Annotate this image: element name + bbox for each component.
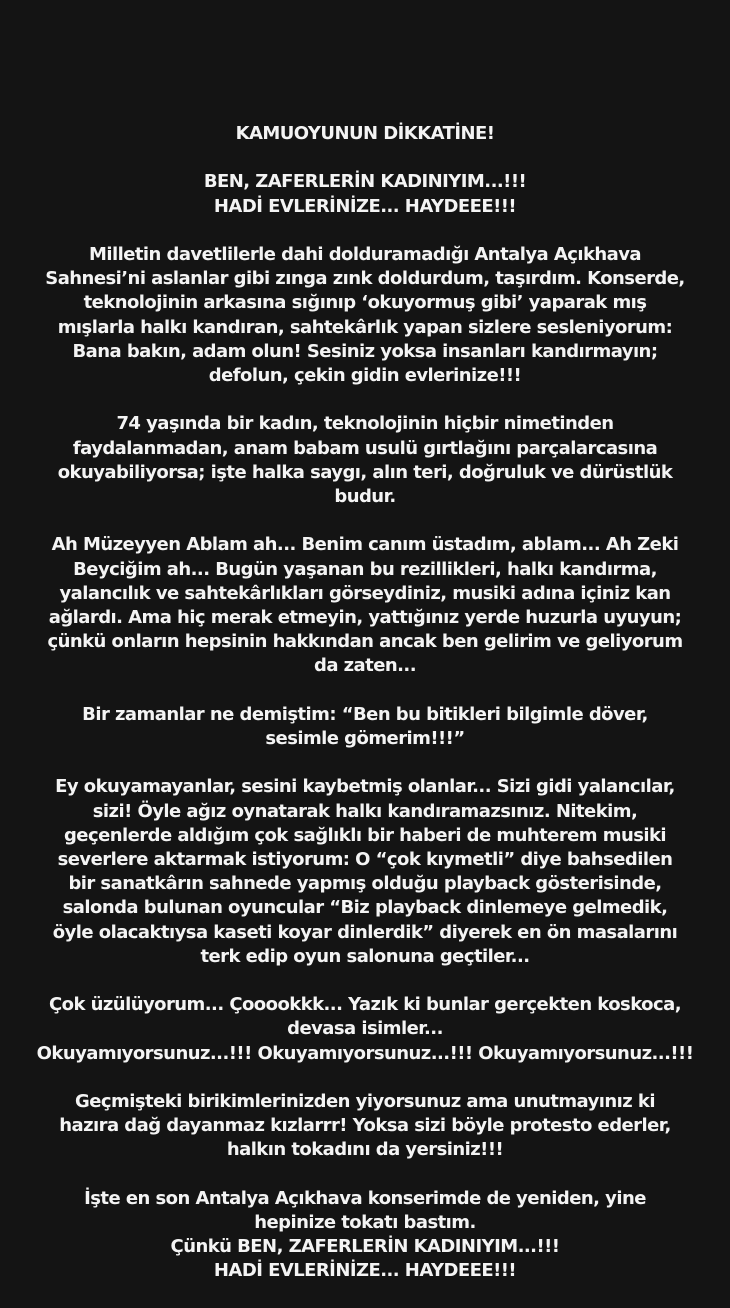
text-line: HADİ EVLERİNİZE... HAYDEEE!!!: [213, 195, 517, 217]
text-line: 74 yaşında bir kadın, teknolojinin hiçbir nimetinden: [116, 413, 614, 435]
text-line: Beyciğim ah... Bugün yaşanan bu rezillikleri, halkı kandırma,: [73, 558, 657, 580]
text-line: Çünkü BEN, ZAFERLERİN KADINIYIM...!!!: [170, 1236, 560, 1258]
text-line: İşte en son Antalya Açıkhava konserimde de yeniden, yine: [84, 1187, 646, 1209]
text-line: devasa isimler...: [287, 1018, 443, 1040]
paragraph: [10, 170, 720, 218]
text-line: hazıra dağ dayanmaz kızlarrr! Yoksa sizi böyle protesto ederler,: [59, 1115, 671, 1137]
text-line: Bana bakın, adam olun! Sesiniz yoksa insanları kandırmayın;: [72, 340, 658, 362]
text-line: salonda bulunan oyuncular “Biz playback dinlemeye gelmedik,: [62, 897, 668, 919]
paragraph: [10, 703, 720, 751]
text-line: sizi! Öyle ağız oynatarak halkı kandıramazsınız. Nitekim,: [92, 800, 638, 822]
text-line: defolun, çekin gidin evlerinize!!!: [208, 365, 522, 386]
paragraph: [10, 775, 720, 969]
text-line: halkın tokadını da yersiniz!!!: [226, 1139, 504, 1161]
text-line: okuyabiliyorsa; işte halka saygı, alın teri, doğruluk ve dürüstlük: [57, 461, 673, 483]
text-line: Bir zamanlar ne demiştim: “Ben bu bitikleri bilgimle döver,: [82, 703, 648, 725]
text-line: ağlardı. Ama hiç merak etmeyin, yattığınız yerde huzurla uyuyun;: [48, 607, 682, 628]
text-line: geçenlerde aldığım çok sağlıklı bir haberi de muhterem musiki: [63, 824, 667, 846]
text-line: Geçmişteki birikimlerinizden yiyorsunuz ama unutmayınız ki: [75, 1091, 655, 1112]
paragraph: [10, 533, 720, 678]
paragraph: [10, 122, 720, 146]
text-line: BEN, ZAFERLERİN KADINIYIM...!!!: [203, 171, 527, 193]
text-line: faydalanmadan, anam babam usulü gırtlağını parçalarcasına: [72, 437, 658, 459]
paragraph: [10, 1187, 720, 1284]
text-line: HADİ EVLERİNİZE... HAYDEEE!!!: [213, 1260, 517, 1282]
text-line: da zaten...: [313, 655, 416, 677]
text-line: mışlarla halkı kandıran, sahtekârlık yapan sizlere sesleniyorum:: [57, 316, 673, 338]
text-line: öyle olacaktıysa kaseti koyar dinlerdik” diyerek en ön masalarını: [52, 921, 678, 943]
text-line: Ah Müzeyyen Ablam ah... Benim canım üstadım, ablam... Ah Zeki: [51, 534, 679, 556]
text-line: terk edip oyun salonuna geçtiler...: [200, 945, 530, 967]
text-line: Çok üzülüyorum... Çooookkk... Yazık ki bunlar gerçekten koskoca,: [49, 994, 681, 1016]
story-text: [0, 122, 730, 1308]
text-line: severlere aktarmak istiyorum: O “çok kıymetli” diye bahsedilen: [57, 849, 673, 870]
text-line: bir sanatkârın sahnede yapmış olduğu playback gösterisinde,: [68, 873, 662, 895]
text-line: Okuyamıyorsunuz...!!! Okuyamıyorsunuz...!!! Okuyamıyorsunuz...!!!: [36, 1042, 694, 1064]
paragraph: [10, 993, 720, 1066]
text-line: sesimle gömerim!!!”: [265, 728, 465, 749]
text-line: yalancılık ve sahtekârlıkları görseydiniz, musiki adına içiniz kan: [59, 582, 671, 604]
text-line: hepinize tokatı bastım.: [254, 1212, 476, 1233]
paragraph: [10, 412, 720, 509]
text-line: KAMUOYUNUN DİKKATİNE!: [235, 123, 495, 144]
text-line: Sahnesi’ni aslanlar gibi zınga zınk doldurdum, taşırdım. Konserde,: [45, 268, 685, 290]
text-line: Milletin davetlilerle dahi dolduramadığı Antalya Açıkhava: [88, 243, 642, 265]
text-line: Ey okuyamayanlar, sesini kaybetmiş olanlar... Sizi gidi yalancılar,: [55, 776, 675, 798]
text-line: teknolojinin arkasına sığınıp ‘okuyormuş gibi’ yaparak mış: [83, 292, 647, 314]
text-line: çünkü onların hepsinin hakkından ancak ben gelirim ve geliyorum: [47, 631, 683, 653]
text-line: budur.: [334, 486, 396, 507]
paragraph: [10, 243, 720, 388]
paragraph: [10, 1090, 720, 1163]
